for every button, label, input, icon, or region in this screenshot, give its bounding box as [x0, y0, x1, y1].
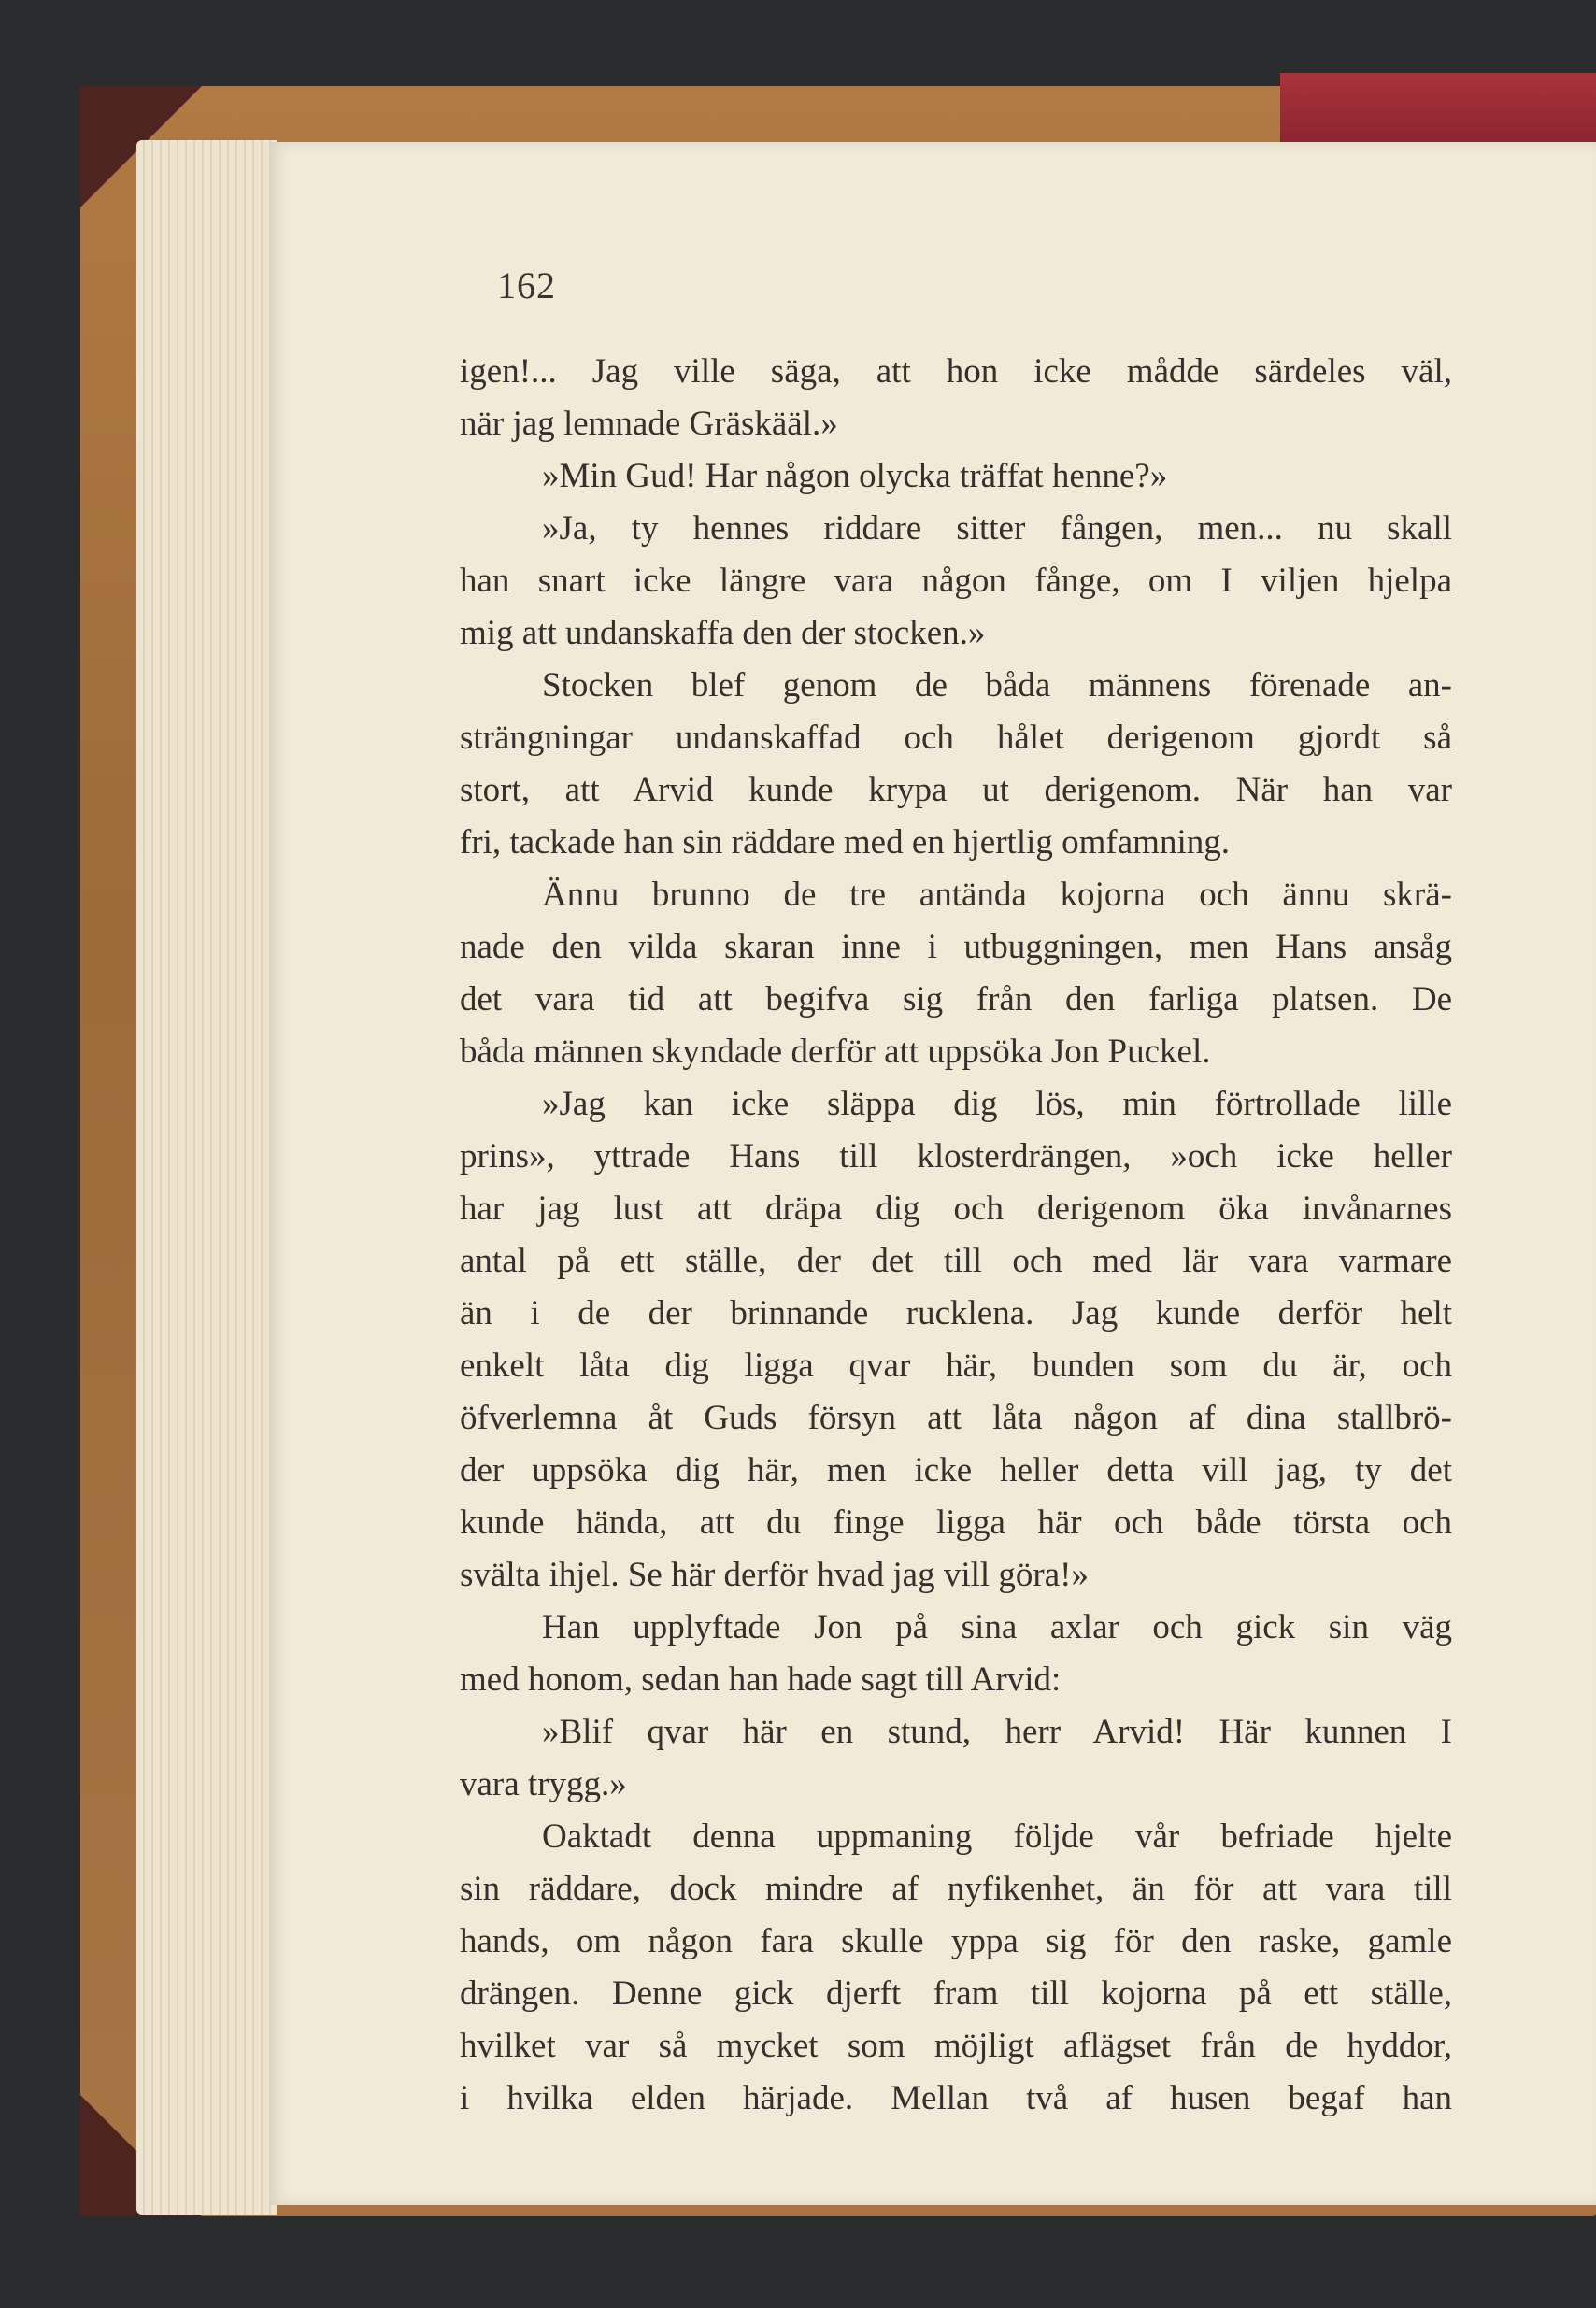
text-line: i hvilka elden härjade. Mellan två af husen begaf han [460, 2079, 1452, 2117]
text-line: prins», yttrade Hans till klosterdrängen, »och icke heller [460, 1137, 1452, 1175]
text-line: Ännu brunno de tre antända kojorna och ännu skrä- [542, 876, 1452, 914]
text-line: drängen. Denne gick djerft fram till kojorna på ett ställe, [460, 1974, 1452, 2013]
text-line: hvilket var så mycket som möjligt aflägset från de hyddor, [460, 2027, 1452, 2065]
text-line: »Ja, ty hennes riddare sitter fången, men... nu skall [542, 509, 1452, 548]
text-line: kunde hända, att du finge ligga här och både törsta och [460, 1503, 1452, 1542]
text-line: igen!... Jag ville säga, att hon icke mådde särdeles väl, [460, 352, 1452, 391]
text-line: båda männen skyndade derför att uppsöka Jon Puckel. [460, 1033, 1211, 1071]
page-edges-stack [136, 140, 277, 2215]
text-line: hands, om någon fara skulle yppa sig för den raske, gamle [460, 1922, 1452, 1960]
text-line: strängningar undanskaffad och hålet derigenom gjordt så [460, 719, 1452, 757]
text-line: har jag lust att dräpa dig och derigenom öka invånarnes [460, 1190, 1452, 1228]
text-line: sin räddare, dock mindre af nyfikenhet, än för att vara till [460, 1870, 1452, 1908]
text-line: der uppsöka dig här, men icke heller detta vill jag, ty det [460, 1451, 1452, 1489]
book-spine-ribbon [1280, 73, 1596, 146]
text-line: Han upplyftade Jon på sina axlar och gick sin väg [542, 1608, 1452, 1646]
page-text-block [460, 346, 1452, 2125]
text-line: antal på ett ställe, der det till och med lär vara varmare [460, 1242, 1452, 1280]
text-line: vara trygg.» [460, 1765, 627, 1803]
text-line: mig att undanskaffa den der stocken.» [460, 614, 986, 652]
page-number: 162 [497, 264, 556, 306]
text-line: han snart icke längre vara någon fånge, om I viljen hjelpa [460, 562, 1452, 600]
text-line: enkelt låta dig ligga qvar här, bunden som du är, och [460, 1346, 1452, 1385]
text-line: nade den vilda skaran inne i utbuggningen, men Hans ansåg [460, 928, 1452, 966]
text-line: öfverlemna åt Guds försyn att låta någon af dina stallbrö- [460, 1399, 1452, 1437]
text-line: än i de der brinnande rucklena. Jag kunde derför helt [460, 1294, 1452, 1332]
text-line: »Blif qvar här en stund, herr Arvid! Här kunnen I [542, 1713, 1452, 1751]
text-line: Oaktadt denna uppmaning följde vår befriade hjelte [542, 1817, 1452, 1856]
text-line: med honom, sedan han hade sagt till Arvid: [460, 1660, 1062, 1699]
text-line: »Jag kan icke släppa dig lös, min förtrollade lille [542, 1085, 1452, 1123]
text-line: svälta ihjel. Se här derför hvad jag vill göra!» [460, 1556, 1089, 1594]
text-line: fri, tackade han sin räddare med en hjertlig omfamning. [460, 823, 1230, 862]
text-line: »Min Gud! Har någon olycka träffat henne?» [542, 457, 1168, 495]
text-line: Stocken blef genom de båda männens förenade an- [542, 666, 1452, 705]
text-line: stort, att Arvid kunde krypa ut derigenom. När han var [460, 771, 1452, 809]
text-line: det vara tid att begifva sig från den farliga platsen. De [460, 980, 1452, 1019]
text-line: när jag lemnade Gräskääl.» [460, 405, 838, 443]
